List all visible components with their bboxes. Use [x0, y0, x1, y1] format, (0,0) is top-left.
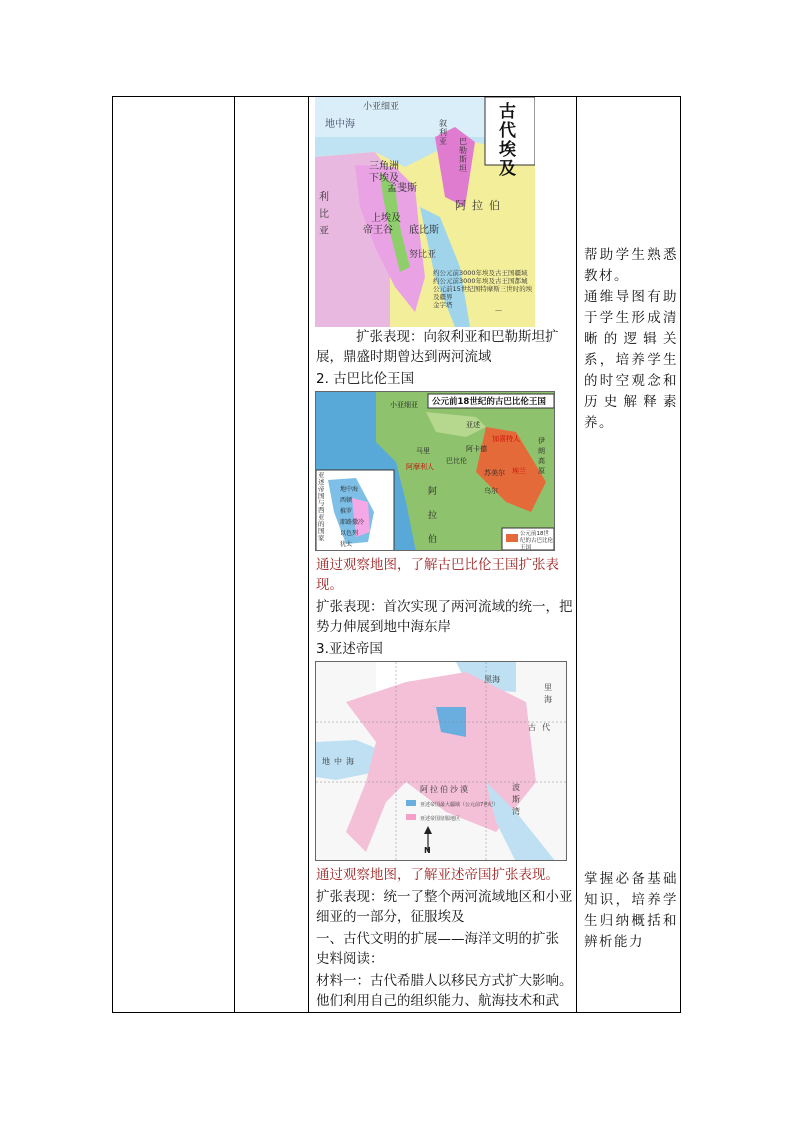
- legend-item: 亚述帝国最大疆域（公元前7世纪）: [420, 802, 499, 808]
- legend-item: 公元前15世纪图特摩斯三世时的埃及疆界: [433, 285, 533, 301]
- legend-item: 金字塔: [433, 301, 453, 309]
- map-label: 三角洲: [369, 161, 399, 172]
- egypt-map-title: 古代埃及: [499, 102, 516, 179]
- map-label: 地中海: [325, 119, 355, 130]
- map-label: 乌尔: [484, 487, 498, 495]
- svg-text:—: —: [495, 306, 502, 314]
- inset-label: 推罗: [340, 508, 353, 515]
- lesson-table: [112, 96, 681, 1013]
- map-label: 孟斐斯: [387, 183, 417, 194]
- inset-label: 耶路撒冷: [340, 519, 365, 526]
- map-label: 小亚细亚: [363, 102, 400, 112]
- map-label: 阿卡德: [466, 445, 487, 453]
- map-label: 波斯湾: [512, 783, 520, 816]
- north-arrow-label: N: [424, 846, 431, 855]
- column-divider-3: [576, 97, 577, 1012]
- section-title: 一、古代文明的扩展——海洋文明的扩张: [316, 931, 559, 947]
- inset-label: 以色列: [340, 530, 359, 537]
- legend-item: 亚述帝国征服地区: [420, 816, 461, 822]
- assyria-heading: 3.亚述帝国: [316, 641, 383, 657]
- babylon-heading: 2. 古巴比伦王国: [316, 371, 415, 387]
- inset-label: 西顿: [340, 497, 353, 504]
- note-familiarize: 帮助学生熟悉教材。: [584, 247, 678, 284]
- column-divider-1: [234, 97, 235, 1012]
- legend-item: 约公元前3000年埃及古王国都城: [433, 277, 528, 285]
- legend-item: 约公元前3000年埃及古王国疆域: [433, 269, 528, 277]
- babylon-map-legend: 公元前18世纪的古巴比伦王国: [520, 531, 554, 551]
- babylon-observe-text: 通过观察地图，了解古巴比伦王国扩张表现。: [316, 557, 559, 593]
- map-label: 阿拉伯: [428, 487, 438, 545]
- map-label: 上埃及: [371, 213, 401, 224]
- ancient-egypt-map: [315, 97, 535, 327]
- map-label: 里海: [544, 683, 552, 704]
- inset-labels: [340, 484, 380, 550]
- map-label: 帝王谷: [363, 225, 393, 236]
- map-label: 古代: [528, 723, 556, 732]
- map-label: 阿拉伯沙漠: [420, 785, 470, 794]
- egypt-expansion-text: 扩张表现：向叙利亚和巴勒斯坦扩展，鼎盛时期曾达到两河流域: [316, 329, 559, 365]
- map-label: 底比斯: [409, 225, 439, 236]
- reading-label: 史料阅读：: [316, 951, 384, 967]
- design-intent-column: [580, 97, 680, 1012]
- map-label: 努比亚: [409, 250, 437, 260]
- old-babylon-map: [315, 391, 555, 551]
- column-divider-2: [308, 97, 309, 1012]
- note-mindmap: 通维导图有助于学生形成清晰的逻辑关系，培养学生的时空观念和历史解释素养。: [584, 289, 678, 431]
- map-label: 叙利亚: [439, 119, 447, 146]
- map-label: 伊朗高原: [538, 437, 545, 475]
- activity-column: [313, 97, 575, 1012]
- inset-label: 地中海: [340, 486, 359, 493]
- material-one-text: 材料一：古代希腊人以移民方式扩大影响。他们利用自己的组织能力、航海技术和武: [316, 973, 573, 1009]
- map-label: 利比亚: [319, 192, 329, 237]
- map-label: 下埃及: [369, 173, 399, 184]
- assyria-observe-text: 通过观察地图，了解亚述帝国扩张表现。: [316, 867, 559, 883]
- assyria-expansion-text: 扩张表现：统一了整个两河流域地区和小亚细亚的一部分，征服埃及: [316, 889, 573, 925]
- babylon-expansion-text: 扩张表现：首次实现了两河流域的统一，把势力伸展到地中海东岸: [316, 599, 573, 635]
- map-label: 马里: [416, 447, 430, 455]
- map-label: 埃兰: [512, 467, 526, 475]
- map-label: 苏美尔: [484, 469, 505, 477]
- map-label: 小亚细亚: [390, 401, 418, 409]
- map-label: 巴勒斯坦: [459, 137, 467, 173]
- assyria-legend: [420, 798, 516, 826]
- note-basic-knowledge: 掌握必备基础知识，培养学生归纳概括和辨析能力: [584, 871, 678, 950]
- map-label: 阿拉伯: [455, 199, 506, 212]
- map-label: 加喜特人: [492, 435, 520, 443]
- inset-title: 亚述帝国与西亚的国家: [318, 471, 325, 542]
- map-legend: [433, 269, 533, 309]
- map-label: 黑海: [484, 675, 500, 684]
- map-label: 巴比伦: [446, 457, 467, 465]
- babylon-map-title: 公元前18世纪的古巴比伦王国: [432, 397, 546, 407]
- inset-label: 犹太: [340, 541, 353, 548]
- map-label: 阿摩利人: [406, 463, 434, 471]
- map-label: 地中海: [322, 757, 358, 766]
- map-label: 亚述: [466, 421, 480, 429]
- assyrian-empire-map: [315, 661, 567, 861]
